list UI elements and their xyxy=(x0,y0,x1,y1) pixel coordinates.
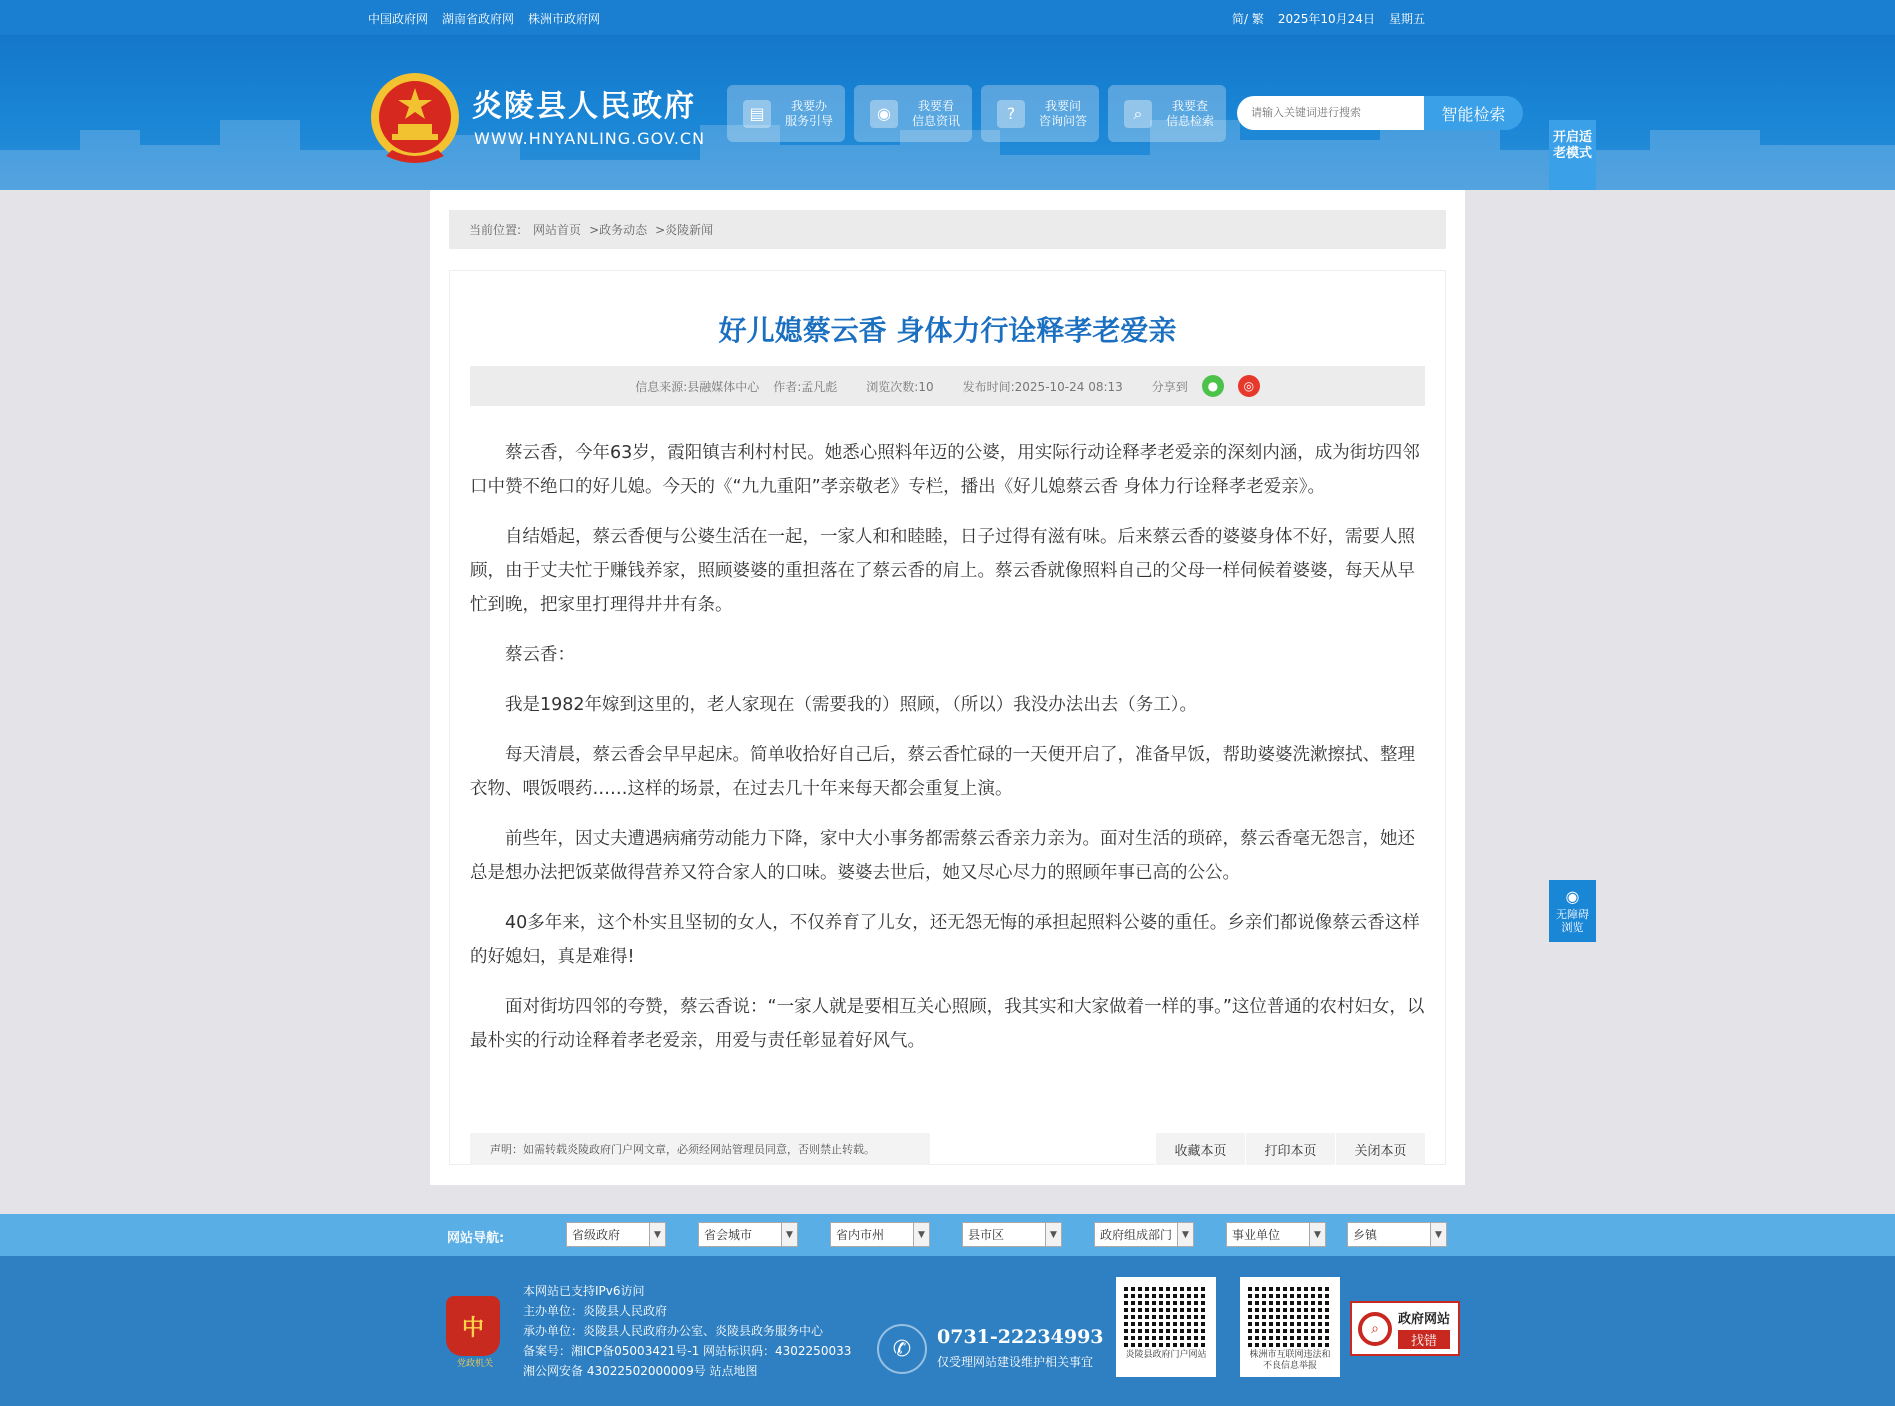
party-badge-label: 党政机关 xyxy=(456,1359,493,1369)
footer-host: 主办单位：炎陵县人民政府 xyxy=(523,1304,668,1318)
search-input[interactable] xyxy=(1237,96,1424,130)
top-links xyxy=(368,10,600,27)
quick-link-subtitle: 服务引导 xyxy=(785,113,834,128)
top-link-hunan-gov[interactable]: 湖南省政府网 xyxy=(442,12,515,26)
breadcrumb-news[interactable]: >炎陵新闻 xyxy=(655,223,714,237)
footer-icp[interactable]: 备案号：湘ICP备05003421号-1 网站标识码：4302250033 xyxy=(523,1344,852,1358)
site-header xyxy=(0,35,1895,190)
article-meta xyxy=(470,366,1425,406)
article-paragraph: 我是1982年嫁到这里的，老人家现在（需要我的）照顾，（所以）我没办法出去（务工）。 xyxy=(505,695,1198,715)
qr-code-icon xyxy=(1124,1285,1208,1347)
top-bar xyxy=(0,0,1895,35)
select-provincial-gov[interactable] xyxy=(566,1222,666,1247)
qr-caption: 炎陵县政府门户网站 xyxy=(1125,1350,1207,1360)
weibo-share-icon[interactable]: ◎ xyxy=(1238,375,1260,397)
select-counties[interactable] xyxy=(962,1222,1062,1247)
content-page xyxy=(430,190,1465,1185)
chevron-down-icon: ▼ xyxy=(1430,1223,1446,1246)
quick-link-consult[interactable] xyxy=(981,85,1099,142)
footer-nav xyxy=(0,1214,1895,1256)
party-gov-badge-icon[interactable]: 中 xyxy=(446,1296,500,1356)
select-towns[interactable] xyxy=(1347,1222,1447,1247)
breadcrumb-politics[interactable]: >政务动态 xyxy=(589,223,648,237)
quick-link-information[interactable] xyxy=(854,85,972,142)
contact-phone-note: 仅受理网站建设维护相关事宜 xyxy=(937,1355,1094,1369)
elder-mode-button[interactable]: 开启适老模式 xyxy=(1549,120,1596,190)
accessibility-label: 无障碍浏览 xyxy=(1556,908,1589,934)
close-page-button[interactable]: 关闭本页 xyxy=(1335,1133,1425,1165)
breadcrumb-label: 当前位置: xyxy=(469,223,522,237)
footer-ipv6: 本网站已支持IPv6访问 xyxy=(523,1284,645,1298)
gov-site-error-report[interactable] xyxy=(1350,1301,1460,1356)
print-page-button[interactable]: 打印本页 xyxy=(1245,1133,1335,1165)
select-prefectures[interactable] xyxy=(830,1222,930,1247)
article-views: 浏览次数:10 xyxy=(866,379,934,394)
qr-code-icon xyxy=(1248,1285,1332,1347)
search-button[interactable]: 智能检索 xyxy=(1424,96,1523,130)
bookmark-page-button[interactable]: 收藏本页 xyxy=(1155,1133,1245,1165)
article-author: 作者:孟凡彪 xyxy=(773,379,838,394)
search-icon: ⌕ xyxy=(1124,100,1152,128)
article-paragraph: 面对街坊四邻的夸赞，蔡云香说：“一家人就是要相互关心照顾，我其实和大家做着一样的事。”这位普通的农村妇女，以最朴实的行动诠释着孝老爱亲，用爱与责任彰显着好风气。 xyxy=(470,997,1425,1051)
site-footer xyxy=(0,1256,1895,1406)
footer-police-record[interactable]: 湘公网安备 43022502000009号 站点地图 xyxy=(523,1364,758,1378)
article-paragraph: 自结婚起，蔡云香便与公婆生活在一起，一家人和和睦睦，日子过得有滋有味。后来蔡云香的婆婆身体不好，需要人照顾，由于丈夫忙于赚钱养家，照顾婆婆的重担落在了蔡云香的肩上。蔡云香就像照料自己的父母一样伺候着婆婆，每天从早忙到晚，把家里打理得井井有条。 xyxy=(470,527,1415,615)
quick-link-subtitle: 信息检索 xyxy=(1166,113,1215,128)
chevron-down-icon: ▼ xyxy=(1177,1223,1193,1246)
language-switch[interactable]: 简/ 繁 xyxy=(1232,12,1264,26)
chevron-down-icon: ▼ xyxy=(649,1223,665,1246)
quick-link-subtitle: 信息资讯 xyxy=(912,113,961,128)
article-title: 好儿媳蔡云香 身体力行诠释孝老爱亲 xyxy=(718,314,1177,347)
select-value: 县市区 xyxy=(968,1228,1005,1242)
select-value: 省级政府 xyxy=(572,1228,621,1242)
article-source: 信息来源:县融媒体中心 xyxy=(635,379,760,394)
article-body xyxy=(470,436,1425,1074)
top-link-zhuzhou-gov[interactable]: 株洲市政府网 xyxy=(528,12,601,26)
page-actions xyxy=(1155,1133,1425,1165)
quick-link-title: 我要办 xyxy=(791,98,828,113)
accessibility-button[interactable] xyxy=(1549,880,1596,942)
article-paragraph: 蔡云香，今年63岁，霞阳镇吉利村村民。她悉心照料年迈的公婆，用实际行动诠释孝老爱亲的深刻内涵，成为街坊四邻口中赞不绝口的好儿媳。今天的《“九九重阳”孝亲敬老》专栏，播出《好儿媳蔡云香 身体力行诠释孝老爱亲》。 xyxy=(470,443,1420,497)
footer-nav-label: 网站导航: xyxy=(447,1231,505,1246)
select-departments[interactable] xyxy=(1094,1222,1194,1247)
chevron-down-icon: ▼ xyxy=(1309,1223,1325,1246)
question-icon: ? xyxy=(997,100,1025,128)
eye-icon: ◉ xyxy=(1565,887,1580,906)
quick-link-title: 我要看 xyxy=(918,98,955,113)
article-published: 发布时间:2025-10-24 08:13 xyxy=(962,379,1123,394)
select-institutions[interactable] xyxy=(1226,1222,1326,1247)
document-icon: ▤ xyxy=(743,100,771,128)
article-paragraph: 前些年，因丈夫遭遇病痛劳动能力下降，家中大小事务都需蔡云香亲力亲为。面对生活的琐碎，蔡云香毫无怨言，她还总是想办法把饭菜做得营养又符合家人的口味。婆婆去世后，她又尽心尽力的照顾年事已高的公公。 xyxy=(470,829,1415,883)
select-value: 事业单位 xyxy=(1232,1228,1281,1242)
select-capital-cities[interactable] xyxy=(698,1222,798,1247)
gov-badge-action: 找错 xyxy=(1398,1330,1450,1349)
top-link-china-gov[interactable]: 中国政府网 xyxy=(368,12,429,26)
current-date: 2025年10月24日 xyxy=(1277,12,1375,26)
contact-phone: 0731-22234993 xyxy=(937,1326,1104,1348)
quick-link-retrieval[interactable] xyxy=(1108,85,1226,142)
breadcrumb xyxy=(449,210,1446,249)
breadcrumb-home[interactable]: 网站首页 xyxy=(533,223,582,237)
quick-link-subtitle: 咨询问答 xyxy=(1039,113,1088,128)
footer-info xyxy=(523,1281,851,1381)
chevron-down-icon: ▼ xyxy=(913,1223,929,1246)
chevron-down-icon: ▼ xyxy=(781,1223,797,1246)
footer-organizer: 承办单位：炎陵县人民政府办公室、炎陵县政务服务中心 xyxy=(523,1324,824,1338)
select-value: 乡镇 xyxy=(1353,1228,1378,1242)
gov-badge-title: 政府网站 xyxy=(1398,1312,1451,1327)
qr-code-portal xyxy=(1116,1277,1216,1377)
chevron-down-icon: ▼ xyxy=(1045,1223,1061,1246)
national-emblem-icon xyxy=(368,70,462,170)
quick-link-title: 我要查 xyxy=(1172,98,1209,113)
article-paragraph: 40多年来，这个朴实且坚韧的女人，不仅养育了儿女，还无怨无悔的承担起照料公婆的重任。乡亲们都说像蔡云香这样的好媳妇，真是难得! xyxy=(470,913,1420,967)
article-paragraph: 每天清晨，蔡云香会早早起床。简单收拾好自己后，蔡云香忙碌的一天便开启了，准备早饭，帮助婆婆洗漱擦拭、整理衣物、喂饭喂药……这样的场景，在过去几十年来每天都会重复上演。 xyxy=(470,745,1415,799)
eye-icon: ◉ xyxy=(870,100,898,128)
reprint-declaration: 声明：如需转载炎陵政府门户网文章，必须经网站管理员同意，否则禁止转载。 xyxy=(470,1133,930,1165)
article-paragraph: 蔡云香： xyxy=(505,645,575,665)
select-value: 省内市州 xyxy=(836,1228,885,1242)
current-weekday: 星期五 xyxy=(1388,12,1425,26)
quick-link-services[interactable] xyxy=(727,85,845,142)
qr-code-report xyxy=(1240,1277,1340,1377)
wechat-share-icon[interactable]: ● xyxy=(1202,375,1224,397)
site-title: 炎陵县人民政府 xyxy=(472,89,696,124)
top-right xyxy=(1232,10,1425,27)
quick-link-title: 我要问 xyxy=(1045,98,1082,113)
select-value: 省会城市 xyxy=(704,1228,753,1242)
phone-icon: ✆ xyxy=(877,1324,927,1374)
magnifier-icon: ⌕ xyxy=(1358,1312,1392,1346)
select-value: 政府组成部门 xyxy=(1100,1228,1173,1242)
share-label: 分享到 xyxy=(1151,379,1188,394)
site-domain: WWW.HNYANLING.GOV.CN xyxy=(474,129,706,148)
article xyxy=(449,270,1446,1165)
qr-caption: 株洲市互联网违法和不良信息举报 xyxy=(1249,1350,1331,1371)
